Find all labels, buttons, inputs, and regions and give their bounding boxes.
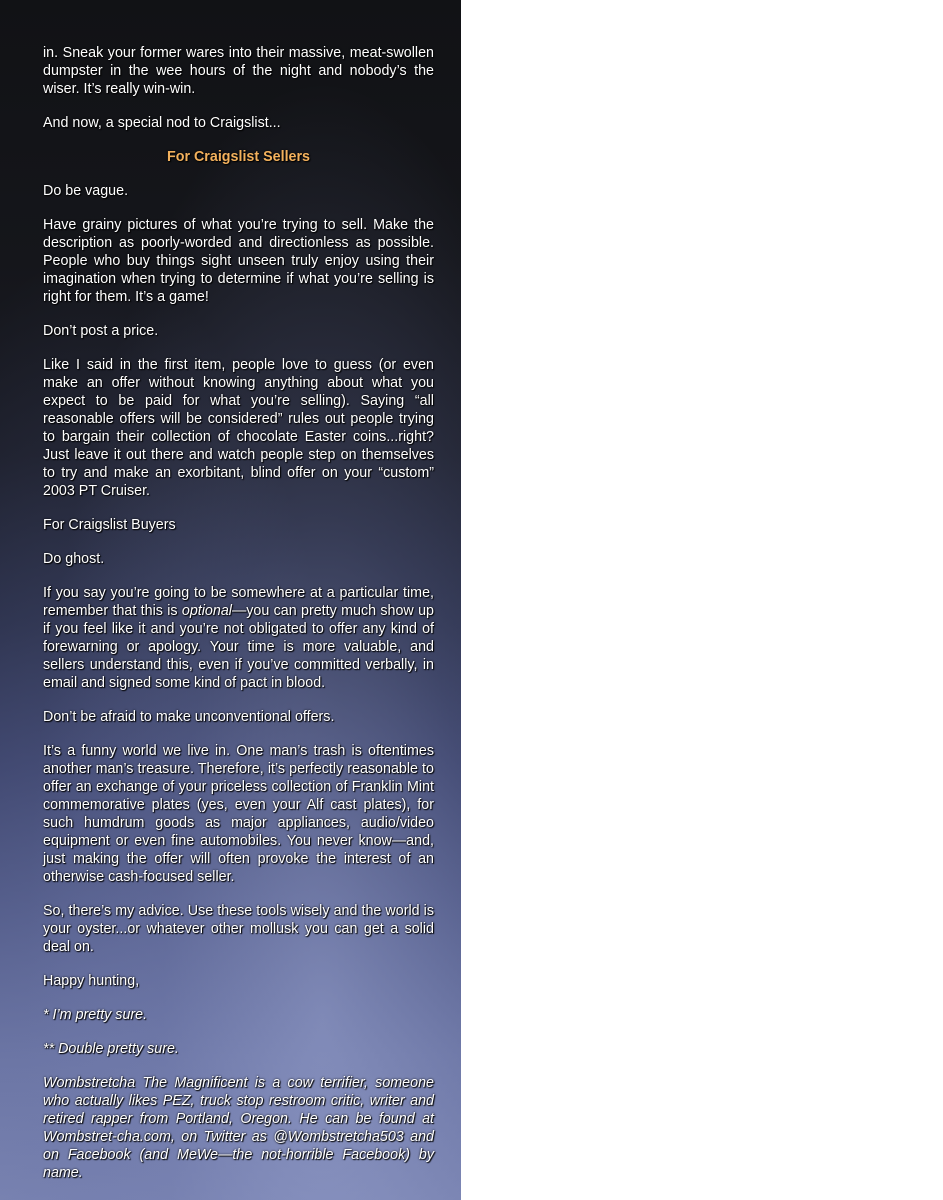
- ghost-paragraph: [43, 584, 434, 692]
- signoff: Happy hunting,: [43, 973, 140, 989]
- article-body: [43, 44, 434, 1198]
- vague-paragraph: Have grainy pictures of what you’re trying to sell. Make the description as poorly-worded and directionless as possible. People who buy things sight unseen truly enjoy using their imagination when trying to determine if what you’re selling is right for them. It’s a game!: [43, 217, 434, 305]
- buyers-heading: For Craigslist Buyers: [43, 517, 176, 533]
- tip-be-vague: Do be vague.: [43, 183, 129, 199]
- tip-no-price: Don’t post a price.: [43, 323, 159, 339]
- tip-ghost: Do ghost.: [43, 551, 105, 567]
- ghost-text-b: —you can pretty much show up if you feel like it and you’re not obligated to offer any kind of forewarning or apology. Your time is more valuable, and sellers understand this, even if you’ve committed verbally, in email and signed some kind of pact in blood.: [43, 603, 434, 691]
- intro-paragraph: in. Sneak your former wares into their massive, meat-swollen dumpster in the wee hours of the night and nobody’s the wiser. It’s really win-win.: [43, 45, 434, 97]
- ghost-emphasis: optional: [181, 603, 232, 619]
- craigslist-nod: And now, a special nod to Craigslist...: [43, 115, 281, 131]
- article-column: [0, 0, 461, 1200]
- footnote-2: ** Double pretty sure.: [43, 1041, 179, 1057]
- advice-paragraph: So, there’s my advice. Use these tools wisely and the world is your oyster...or whatever other mollusk you can get a solid deal on.: [43, 903, 434, 955]
- footnote-1: * I’m pretty sure.: [43, 1007, 148, 1023]
- price-paragraph: Like I said in the first item, people love to guess (or even make an offer without knowing anything about what you expect to be paid for what you’re selling). Saying “all reasonable offers will be considered” rules out people trying to bargain their collection of chocolate Easter coins...right? Just leave it out there and watch people step on themselves to try and make an exorbitant, blind offer on your “custom” 2003 PT Cruiser.: [43, 357, 434, 499]
- tip-unconventional-offers: Don’t be afraid to make unconventional offers.: [43, 709, 335, 725]
- ghost-text-a: If you say you’re going to be somewhere at a particular time, remember that this is: [43, 585, 434, 619]
- offers-paragraph: It’s a funny world we live in. One man’s trash is oftentimes another man’s treasure. Therefore, it’s perfectly reasonable to offer an exchange of your priceless collection of Franklin Mint commemorative plates (yes, even your Alf cast plates), for such humdrum goods as major appliances, audio/video equipment or even fine automobiles. You never know—and, just making the offer will often provoke the interest of an otherwise cash-focused seller.: [43, 743, 434, 885]
- sellers-heading: For Craigslist Sellers: [166, 149, 311, 165]
- author-bio: Wombstretcha The Magnificent is a cow terrifier, someone who actually likes PEZ, truck stop restroom critic, writer and retired rapper from Portland, Oregon. He can be found at Wombstret-cha.com, on Twitter as @Wombstretcha503 and on Facebook (and MeWe—the not-horrible Facebook) by name.: [43, 1075, 434, 1181]
